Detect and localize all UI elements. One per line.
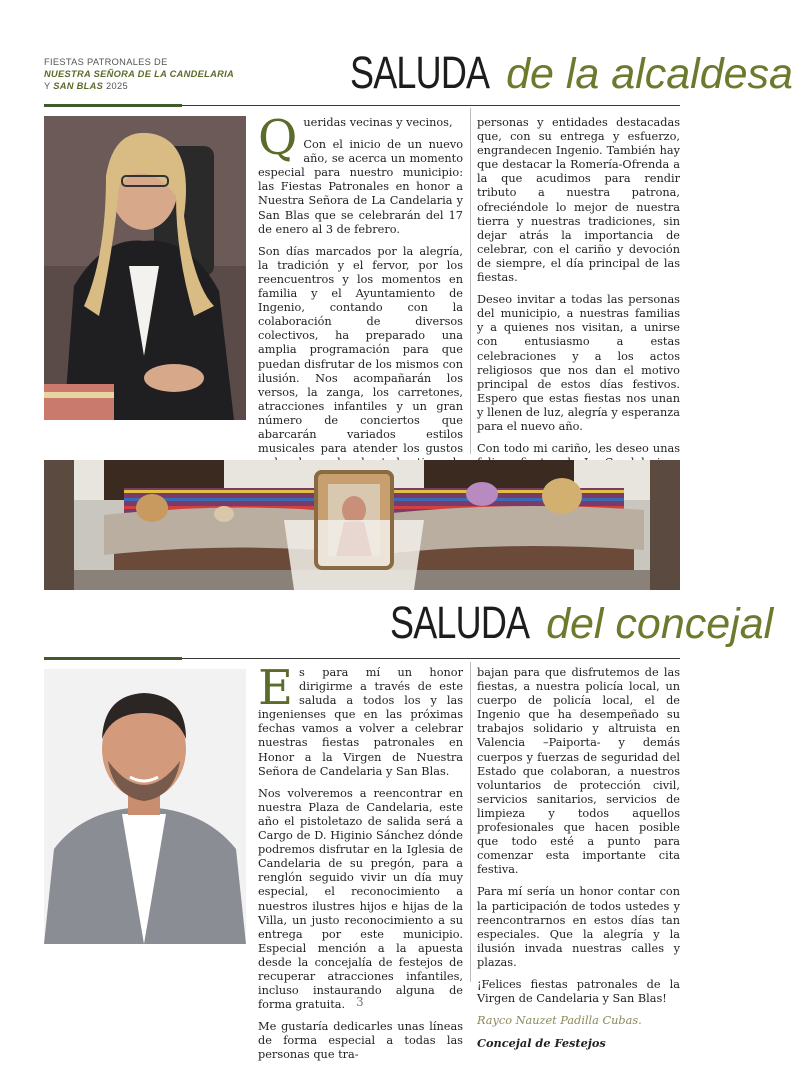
mayor-paragraph-5: Deseo invitar a todas las personas del municipio, a nuestras familias y a quienes nos visitan, a unirse con entusiasmo a estas celebraciones y a los actos religiosos que nos dan el motivo principal de estos días festivos. Espero que estas fiestas nos unan y llenen de luz, alegría y esperanza para el nuevo año. (477, 293, 680, 433)
column-divider-2 (470, 662, 471, 982)
title-word-alcaldesa: de la alcaldesa (506, 50, 793, 98)
rule-accent-middle (44, 657, 182, 660)
councillor-paragraph-3: Me gustaría dedicarles unas líneas de forma especial a todas las personas que tra- (258, 1020, 463, 1062)
column-divider-1 (470, 108, 471, 454)
councillor-paragraph-4: bajan para que disfrutemos de las fiestas, a nuestra policía local, un cuerpo de policía local, el de Ingenio que ha desempeñado su trabajos solidario y altruista en Valencia –Paiporta- y demás cuerpos y fuerzas de seguridad del Estado que colaboran, a nuestros voluntarios de protección civil, servicios sanitarios, servicios de limpieza y todos aquellos profesionales que hacen posible que todo esté a punto para comenzar esta importante cita festiva. (477, 666, 680, 877)
header-line-2: NUESTRA SEÑORA DE LA CANDELARIA (44, 69, 235, 79)
section-title-councillor (390, 597, 774, 648)
mayor-paragraph-2: Son días marcados por la alegría, la tradición y el fervor, por los reencuentros y los momentos en familia y el Ayuntamiento de Ingenio, contando con la colaboración de diversos colectivos, ha preparado una amplia programación para que puedan disfrutar de los mismos con ilusión. Nos acompañarán los versos, la zanga, los carretones, atracciones infantiles y un gran número de conciertos que abarcarán variados estilos musicales para atender los gustos (258, 244, 463, 456)
mayor-greeting: ueridas vecinas y vecinos, (303, 116, 453, 129)
header-line-1: FIESTAS PATRONALES DE (44, 57, 168, 67)
title-word-saluda: SALUDA (350, 47, 490, 98)
balcony-decoration-photo (44, 460, 680, 590)
mayor-paragraph-1: Con el inicio de un nuevo año, se acerca un momento especial para nuestro municipio: las Fiestas Patronales en honor a Nuestra Señora de La Candelaria y San Blas que se celebrarán del 17 de enero al 3 de febrero. (258, 138, 463, 236)
councillor-paragraph-1: s para mí un honor dirigirme a través de este saluda a todos los y las ingenienses que en las próximas fechas vamos a volver a celebrar nuestras fiestas patronales en Honor a la Virgen de Nuestra Señora de Candelaria y San Blas. (258, 666, 463, 778)
page-number: 3 (356, 995, 364, 1009)
dropcap-e: E (258, 660, 294, 716)
rule-accent-top (44, 104, 182, 107)
mayor-photo (44, 116, 246, 420)
councillor-text-column-2 (477, 666, 680, 1058)
title-word-concejal: del concejal (546, 600, 774, 648)
mayor-paragraph-6: Con todo mi cariño, les deseo unas (477, 442, 680, 456)
section-title-mayor (350, 47, 793, 98)
publication-header (44, 56, 244, 92)
mayor-paragraph-4: personas y entidades destacadas que, con su entrega y esfuerzo, engrandecen Ingenio. También hay que destacar la Romería-Ofrenda a la que acudimos para rendir tributo a nuestra patrona, ofreciéndole lo mejor de nuestra tierra y nuestras tradiciones, sin dejar atrás la importancia de celebrar, con el cariño y devoción de siempre, el día principal de las fiestas. (477, 116, 680, 285)
councillor-photo (44, 669, 246, 944)
councillor-paragraph-6: ¡Felices fiestas patronales de la Virgen de Candelaria y San Blas! (477, 977, 680, 1006)
councillor-signature-role: Concejal de Festejos (477, 1036, 606, 1051)
councillor-paragraph-2: Nos volveremos a reencontrar en nuestra Plaza de Candelaria, este año el pistoletazo de salida será a Cargo de D. Higinio Sánchez dónde podremos disfrutar en la Iglesia de Candelaria de su pregón, para a renglón seguido vivir un día muy especial, el reconocimiento a nuestros ilustres hijos e hijas de la Villa, un justo reconocimiento a su entrega por este municipio. Especial mención a la apuesta desde la concejalía de festejos de recuperar atracciones infantiles, incluso instaurando alguna de forma gratuita. (258, 786, 463, 1012)
councillor-signature-name: Rayco Nauzet Padilla Cubas. (477, 1014, 642, 1028)
header-line-3: Y SAN BLAS 2025 (44, 81, 128, 91)
title-word-saluda-2: SALUDA (390, 597, 530, 648)
councillor-paragraph-5: Para mí sería un honor contar con la participación de todos ustedes y reencontrarnos en estos días tan especiales. Que la alegría y la ilusión invada nuestras calles y plazas. (477, 885, 680, 969)
councillor-text-column-1 (258, 660, 463, 1071)
dropcap-q: Q (258, 110, 298, 166)
